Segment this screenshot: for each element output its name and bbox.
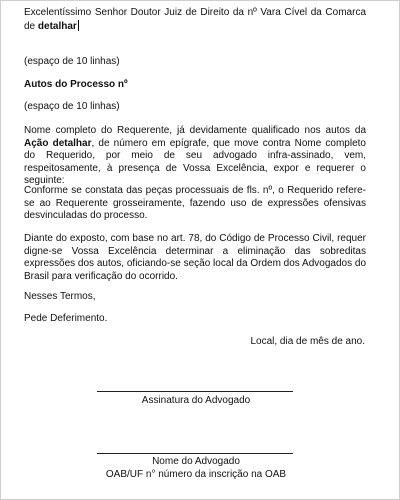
text-cursor [78, 20, 79, 31]
signature-label: Assinatura do Advogado [141, 395, 251, 406]
action-placeholder: Ação detalhar [24, 137, 92, 149]
closing-deferral: Pede Deferimento. [24, 313, 108, 324]
paragraph-facts: Conforme se constata das peças processuais de fls. nº, o Requerido refere-se ao Requerente grosseiramente, fazendo uso de expressões ofensivas desvinculadas do processo. [24, 185, 366, 221]
closing-terms: Nesses Termos, [24, 291, 96, 302]
oab-number: OAB/UF n° número da inscrição na OAB [105, 469, 287, 480]
paragraph-intro-text-2: , de número em epígrafe, que move contra Nome completo do Requerido, por meio de seu advogado infra-assinado, vem, respeitosamente, à presença de Vossa Excelência, expor e requerer o seguinte: [24, 137, 366, 186]
heading-text: Excelentíssimo Senhor Doutor Juiz de Direito da nº Vara Cível da Comarca de [24, 7, 366, 32]
paragraph-request: Diante do exposto, com base no art. 78, do Código de Processo Civil, requer digne-se Vossa Excelência determinar a eliminação das sobreditas expressões dos autos, oficiando-se seção local da Ordem dos Advogados do Brasil para verificação do ocorrido. [24, 233, 366, 282]
place-date: Local, dia de mês de ano. [250, 336, 365, 347]
spacing-note-2: (espaço de 10 linhas) [24, 101, 120, 112]
lawyer-name-line [97, 453, 293, 454]
spacing-note-1: (espaço de 10 linhas) [24, 56, 120, 67]
paragraph-intro [24, 125, 366, 188]
lawyer-name: Nome do Advogado [152, 456, 240, 467]
document-heading [24, 7, 366, 33]
process-title: Autos do Processo nº [24, 79, 128, 90]
paragraph-intro-text-1: Nome completo do Requerente, já devidamente qualificado nos autos da [24, 125, 366, 136]
heading-comarca-placeholder: detalhar [37, 20, 77, 32]
signature-line [97, 391, 293, 392]
